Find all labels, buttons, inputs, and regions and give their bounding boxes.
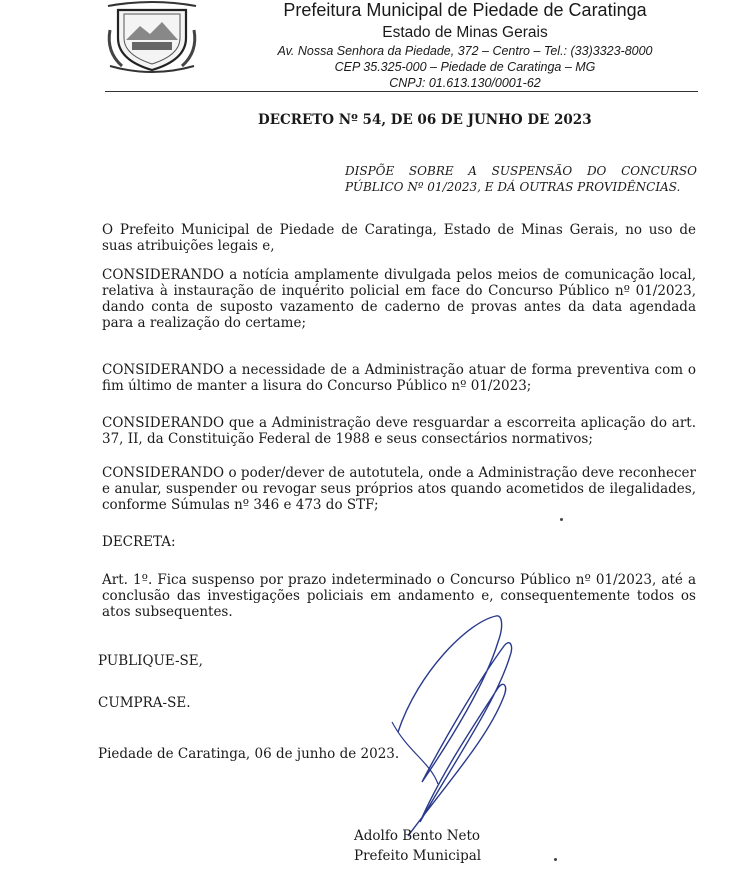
letterhead-state: Estado de Minas Gerais <box>382 24 548 41</box>
article-1: Art. 1º. Fica suspenso por prazo indeterminado o Concurso Público nº 01/2023, até a conclusão das investigações policiais em andamento e, consequentemente todos os atos subsequentes. <box>102 572 696 620</box>
place-date: Piedade de Caratinga, 06 de junho de 2023. <box>98 746 400 762</box>
considerando-4: CONSIDERANDO o poder/dever de autotutela, onde a Administração deve reconhecer e anular, suspender ou revogar seus próprios atos quando acometidos de ilegalidades, conforme Súmulas nº 346 e 473 do STF; <box>102 465 696 513</box>
ink-speck <box>554 858 557 861</box>
letterhead-org-name: Prefeitura Municipal de Piedade de Caratinga <box>283 0 647 20</box>
decree-title: DECRETO Nº 54, DE 06 DE JUNHO DE 2023 <box>258 112 592 128</box>
header-divider <box>105 91 698 92</box>
decree-ementa: DISPÕE SOBRE A SUSPENSÃO DO CONCURSO PÚBLICO Nº 01/2023, E DÁ OUTRAS PROVIDÊNCIAS. <box>345 164 697 194</box>
handwritten-signature-icon <box>378 612 528 837</box>
cumpra-se: CUMPRA-SE. <box>98 695 191 711</box>
letterhead-address: Av. Nossa Senhora da Piedade, 372 – Centro – Tel.: (33)3323-8000 <box>277 44 653 58</box>
decreta-label: DECRETA: <box>102 534 176 550</box>
letterhead-cep: CEP 35.325-000 – Piedade de Caratinga – MG <box>334 60 596 74</box>
publique-se: PUBLIQUE-SE, <box>98 653 203 669</box>
municipal-crest-icon <box>104 0 200 76</box>
considerando-1: CONSIDERANDO a notícia amplamente divulgada pelos meios de comunicação local, relativa à instauração de inquérito policial em face do Concurso Público nº 01/2023, dando conta de suposto vazamento de caderno de provas antes da data agendada para a realização do certame; <box>102 267 696 331</box>
letterhead-cnpj: CNPJ: 01.613.130/0001-62 <box>389 76 541 90</box>
considerando-2: CONSIDERANDO a necessidade de a Administração atuar de forma preventiva com o fim último de manter a lisura do Concurso Público nº 01/2023; <box>102 362 696 394</box>
signer-role: Prefeito Municipal <box>354 848 482 864</box>
ink-speck <box>560 518 563 521</box>
signer-name: Adolfo Bento Neto <box>354 828 481 844</box>
considerando-3: CONSIDERANDO que a Administração deve resguardar a escorreita aplicação do art. 37, II, da Constituição Federal de 1988 e seus consectários normativos; <box>102 415 696 447</box>
decree-preamble: O Prefeito Municipal de Piedade de Caratinga, Estado de Minas Gerais, no uso de suas atribuições legais e, <box>102 222 696 254</box>
